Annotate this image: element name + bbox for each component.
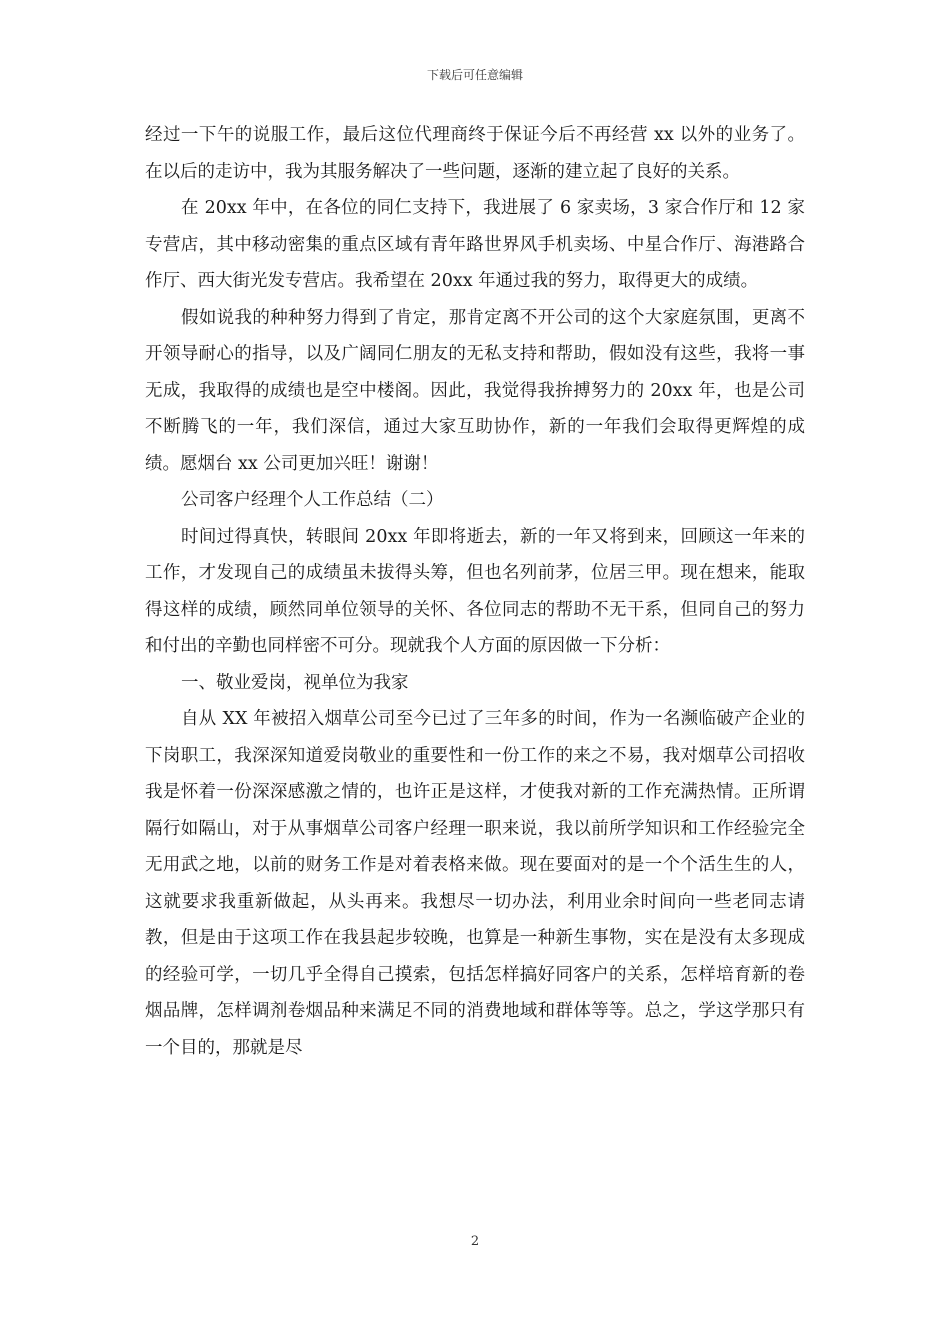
section-title: 公司客户经理个人工作总结（二） [181,490,444,510]
section-heading: 一、敬业爱岗，视单位为我家 [181,672,409,693]
page-number: 2 [470,1234,480,1249]
paragraph-thanks: 假如说我的种种努力得到了肯定，那肯定离不开公司的这个大家庭氛围，更离不开领导耐心的指导，以及广阔同仁朋友的无私支持和帮助，假如没有这些，我将一事无成，我取得的成绩也是空中楼阁。因此，我觉得我拚搏努力的 20xx 年，也是公司不断腾飞的一年，我们深信，通过大家互助协作，新的一年我们会取得更辉煌的成绩。愿烟台 xx 公司更加兴旺！谢谢！ [145,307,805,474]
page-header: 下载后可任意编辑 [426,68,523,82]
paragraph-stores: 在 20xx 年中，在各位的同仁支持下，我进展了 6 家卖场，3 家合作厅和 12 家专营店，其中移动密集的重点区域有青年路世界风手机卖场、中星合作厅、海港路合作厅、西大街光发专营店。我希望在 20xx 年通过我的努力，取得更大的成绩。 [145,198,805,291]
document-body [145,117,805,1066]
paragraph-dedication: 自从 XX 年被招入烟草公司至今已过了三年多的时间，作为一名濒临破产企业的下岗职工，我深深知道爱岗敬业的重要性和一份工作的来之不易，我对烟草公司招收我是怀着一份深深感激之情的，也许正是这样，才使我对新的工作充满热情。正所谓隔行如隔山，对于从事烟草公司客户经理一职来说，我以前所学知识和工作经验完全无用武之地，以前的财务工作是对着表格来做。现在要面对的是一个个活生生的人，这就要求我重新做起，从头再来。我想尽一切办法，利用业余时间向一些老同志请教，但是由于这项工作在我县起步较晚，也算是一种新生事物，实在是没有太多现成的经验可学，一切几乎全得自己摸索，包括怎样搞好同客户的关系，怎样培育新的卷烟品牌，怎样调剂卷烟品种来满足不同的消费地域和群体等等。总之，学这学那只有一个目的，那就是尽 [145,709,805,1058]
paragraph-intro: 时间过得真快，转眼间 20xx 年即将逝去，新的一年又将到来，回顾这一年来的工作，才发现自己的成绩虽未拔得头筹，但也名列前茅，位居三甲。现在想来，能取得这样的成绩，顾然同单位领导的关怀、各位同志的帮助不无干系，但同自己的努力和付出的辛勤也同样密不可分。现就我个人方面的原因做一下分析： [145,526,805,656]
paragraph-continuation: 经过一下午的说服工作，最后这位代理商终于保证今后不再经营 xx 以外的业务了。在以后的走访中，我为其服务解决了一些问题，逐渐的建立起了良好的关系。 [145,125,805,182]
